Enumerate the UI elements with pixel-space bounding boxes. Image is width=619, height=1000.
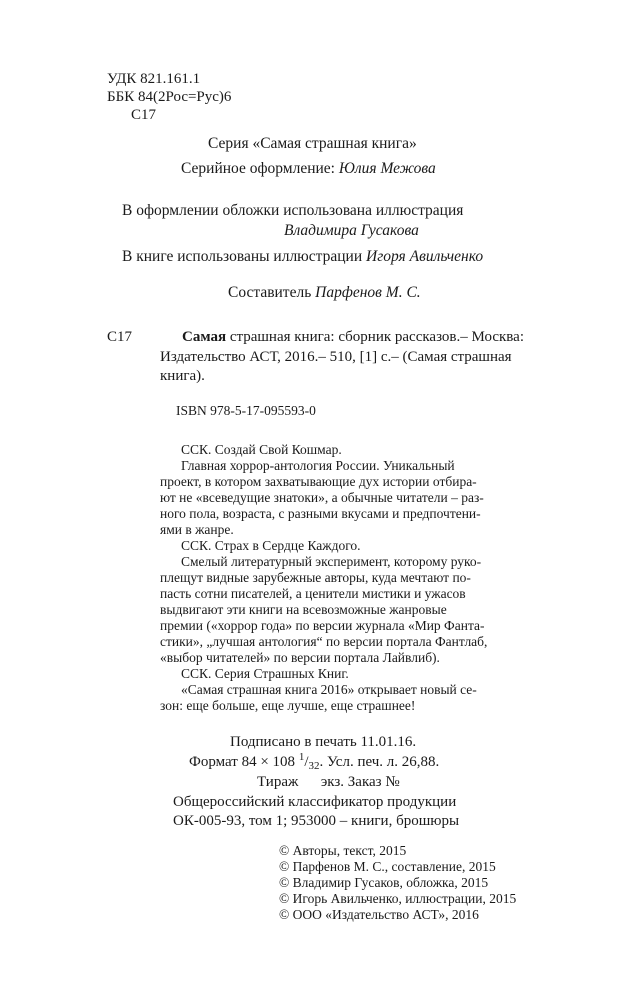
copyright-line: © Парфенов М. С., составление, 2015 [279,859,496,874]
illustrations-credit [122,247,483,267]
design-name: Юлия Межова [338,160,436,177]
annotation-line: пасть сотни писателей, а ценители мистики и ужасов [160,586,466,601]
annotation-line: «выбор читателей» по версии портала Лайвлиб). [160,650,440,665]
design-credit [181,159,436,179]
annotation-line: Смелый литературный эксперимент, которому руко- [181,554,482,569]
annotation-line: ют не «всеведущие знатоки», а обычные читатели – раз- [160,490,484,505]
catalog-line-3: книга). [160,368,205,384]
compiler-name: Парфенов М. С. [315,284,421,301]
annotation-line: ССК. Серия Страшных Книг. [181,666,349,681]
format-label: Формат 84 × 108 [189,754,296,770]
compiler-label: Составитель [228,284,312,301]
annotation-line: «Самая страшная книга 2016» открывает новый се- [181,682,477,697]
annotation-line: ного пола, возраста, с разными вкусами и предпочтени- [160,506,481,521]
cover-name: Владимира Гусакова [284,222,419,239]
illustrations-label: В книге использованы иллюстрации [122,248,363,265]
udk-code: УДК 821.161.1 [107,71,201,87]
cover-label: В оформлении обложки использована иллюстрация [122,202,464,219]
classifier-title: Общероссийский классификатор продукции [173,794,457,810]
design-label: Серийное оформление: [181,160,335,177]
print-run: Тираж экз. Заказ № [257,774,400,790]
format-tail: . Усл. печ. л. 26,88. [319,754,440,770]
annotation-line: Главная хоррор-антология России. Уникальный [181,458,455,473]
annotation-line: выдвигают эти книги на всевозможные жанровые [160,602,447,617]
ok-code: ОК-005-93, том 1; 953000 – книги, брошюры [173,813,460,829]
annotation-line: ями в жанре. [160,522,234,537]
copyright-line: © Авторы, текст, 2015 [279,843,407,858]
annotation-line: стики», „лучшая антология“ по версии портала Фантлаб, [160,634,488,649]
catalog-line-1 [182,328,524,346]
annotation-line: ССК. Страх в Сердце Каждого. [181,538,361,553]
illustrations-name: Игоря Авильченко [366,248,484,265]
catalog-mark: С17 [107,329,133,345]
series-title: Серия «Самая страшная книга» [208,135,417,152]
signed-to-print: Подписано в печать 11.01.16. [230,734,417,750]
isbn: ISBN 978-5-17-095593-0 [176,403,316,418]
format-denominator: 32 [308,760,320,772]
format-line: Формат 84 × 108 $^1/_{32}$. Усл. печ. л. 26,88. [189,751,440,772]
copyright-line: © Игорь Авильченко, иллюстрации, 2015 [279,891,517,906]
annotation-line: ССК. Создай Свой Кошмар. [181,442,342,457]
compiler-credit [228,283,421,303]
catalog-line-1-rest: страшная книга: сборник рассказов.– Москва: [229,329,524,345]
copyright-line: © Владимир Гусаков, обложка, 2015 [279,875,489,890]
format-numerator: 1 [298,751,305,763]
bbk-code: ББК 84(2Рос=Рус)6 [107,89,232,105]
annotation-line: премии («хоррор года» по версии журнала «Мир Фанта- [160,618,485,633]
annotation-line: проект, в котором захватывающие дух истории отбира- [160,474,477,489]
catalog-line-2: Издательство АСТ, 2016.– 510, [1] с.– (Самая страшная [160,349,512,365]
annotation-line: плещут видные зарубежные авторы, куда мечтают по- [160,570,471,585]
catalog-title: Самая [182,329,227,345]
copyright-line: © ООО «Издательство АСТ», 2016 [279,907,479,922]
annotation-line: зон: еще больше, еще лучше, еще страшнее! [160,698,416,713]
author-mark: С17 [131,107,157,123]
